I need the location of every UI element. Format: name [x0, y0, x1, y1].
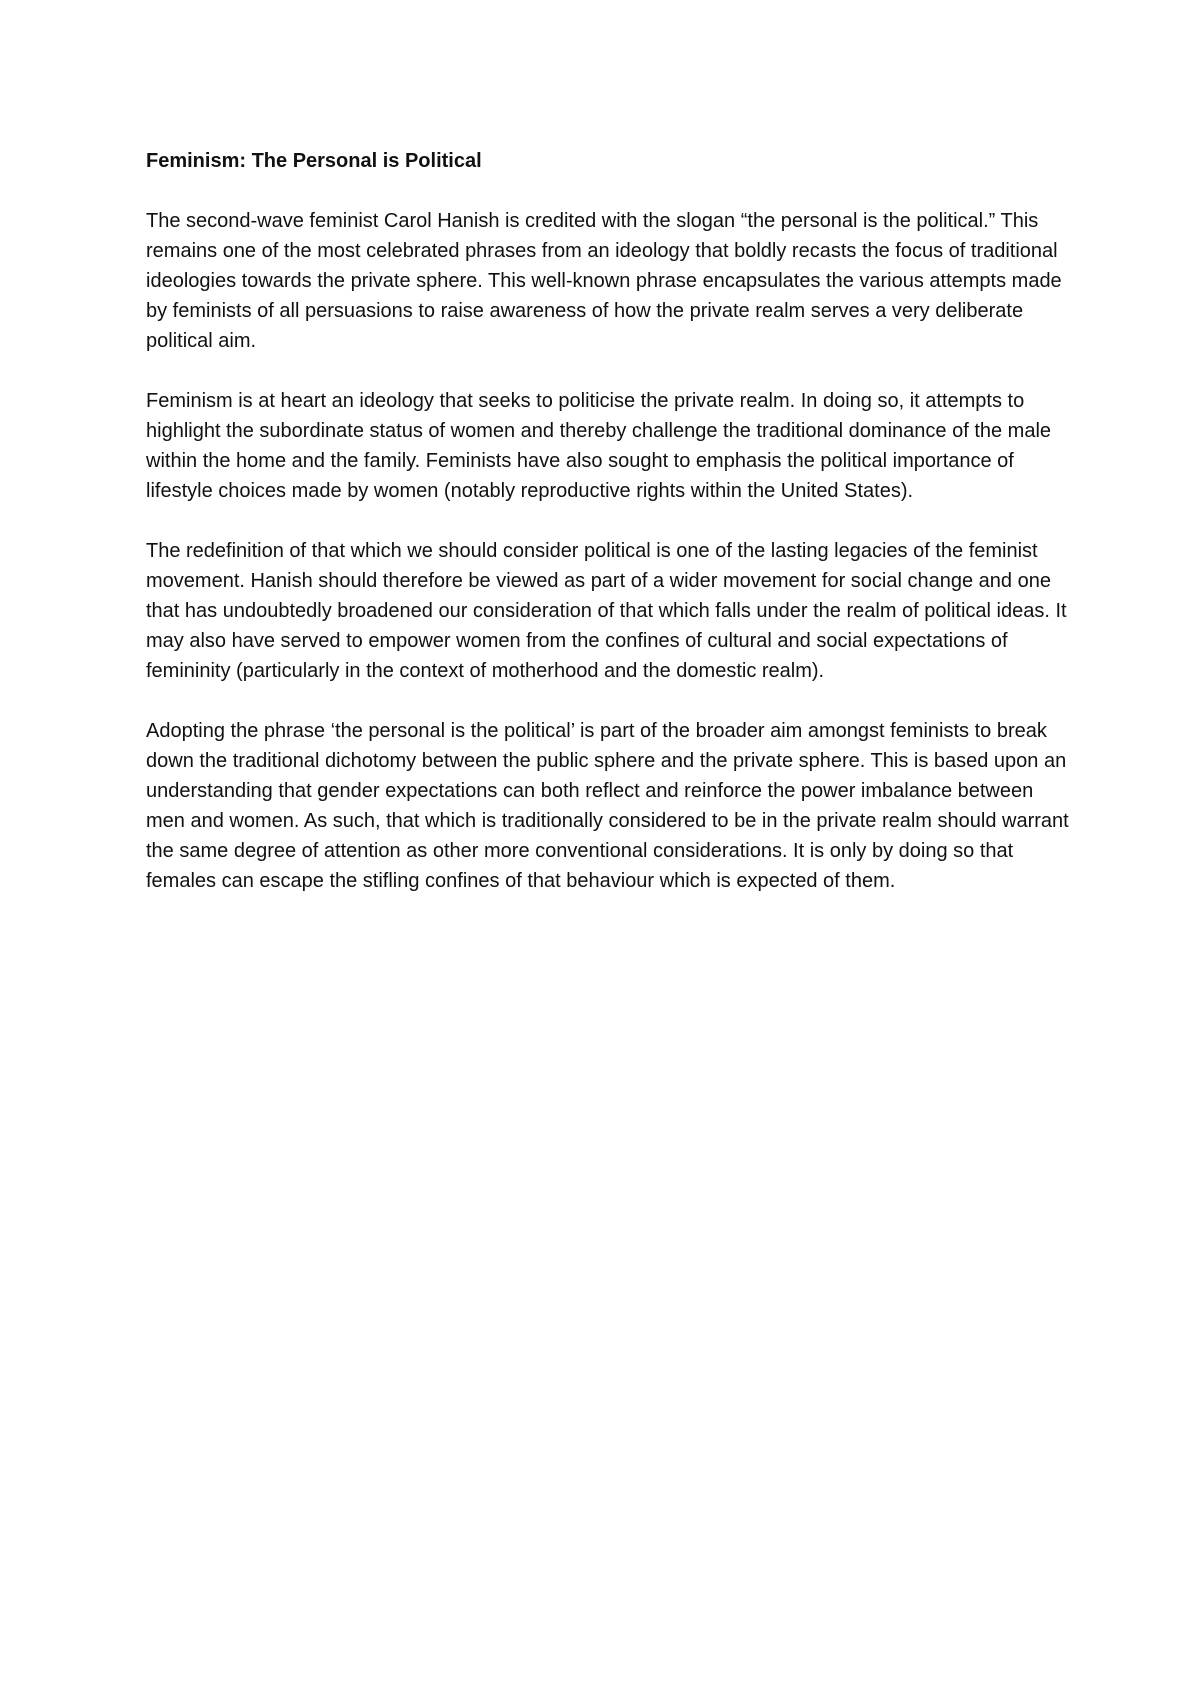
paragraph-3: The redefinition of that which we should consider political is one of the lasting legacies of the feminist movement. Hanish should therefore be viewed as part of a wider movement for social change and one that has undoubtedly broadened our consideration of that which falls under the realm of political ideas. It may also have served to empower women from the confines of cultural and social expectations of femininity (particularly in the context of motherhood and the domestic realm). [146, 540, 1067, 682]
paragraph-2: Feminism is at heart an ideology that seeks to politicise the private realm. In doing so, it attempts to highlight the subordinate status of women and thereby challenge the traditional dominance of the male within the home and the family. Feminists have also sought to emphasis the political importance of lifestyle choices made by women (notably reproductive rights within the United States). [146, 390, 1052, 502]
paragraph-4: Adopting the phrase ‘the personal is the political’ is part of the broader aim amongst feminists to break down the traditional dichotomy between the public sphere and the private sphere. This is based upon an understanding that gender expectations can both reflect and reinforce the power imbalance between men and women. As such, that which is traditionally considered to be in the private realm should warrant the same degree of attention as other more conventional considerations. It is only by doing so that females can escape the stifling confines of that behaviour which is expected of them. [146, 720, 1069, 892]
document-body [146, 146, 1071, 926]
paragraph-1: The second-wave feminist Carol Hanish is credited with the slogan “the personal is the political.” This remains one of the most celebrated phrases from an ideology that boldly recasts the focus of traditional ideologies towards the private sphere. This well-known phrase encapsulates the various attempts made by feminists of all persuasions to raise awareness of how the private realm serves a very deliberate political aim. [146, 210, 1062, 352]
document-title: Feminism: The Personal is Political [146, 150, 482, 172]
